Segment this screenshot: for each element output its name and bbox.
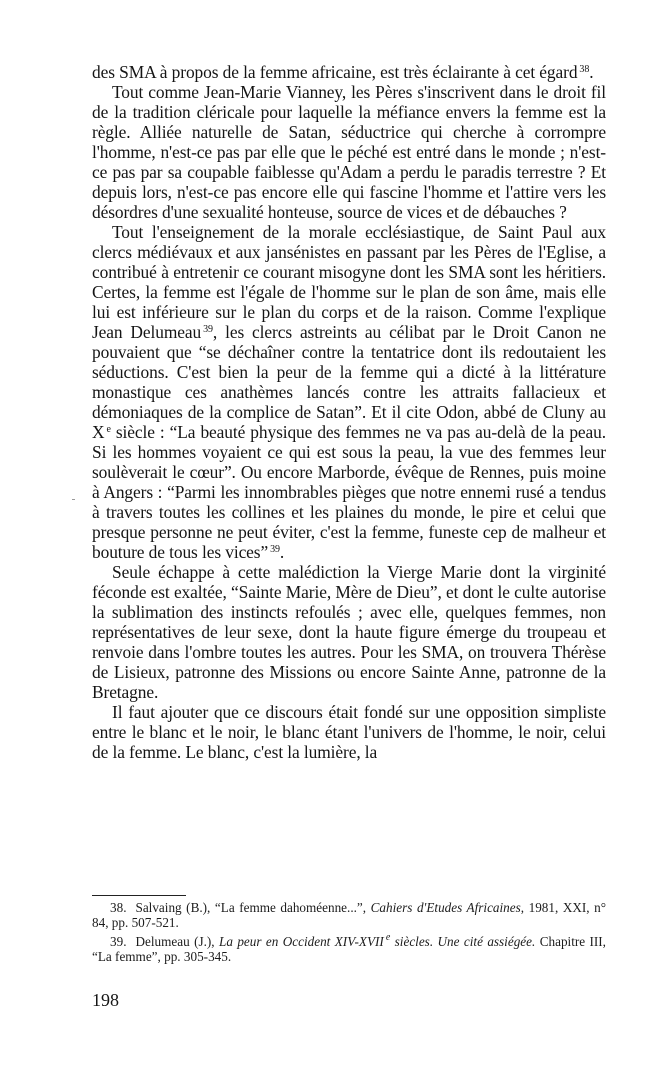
century-superscript: e: [385, 932, 391, 943]
text-run: .: [589, 62, 594, 82]
text-run: siècle : “La beauté physique des femmes ne va pas au-delà de la peau. Si les hommes voyaient ce qui est sous la peau, la vue des femmes leur soulèverait le cœur”. Ou encore Marborde, évêque de Rennes, puis moine à Angers : “Parmi les innombrables pièges que notre ennemi rusé a tendus à travers toutes les collines et les plaines du monde, le pire et celui que presque personne ne peut éviter, c'est la femme, funeste cep de malheur et bouture de tous les vices”: [92, 422, 606, 562]
text-run: .: [279, 542, 285, 562]
footnote-38: [92, 900, 606, 930]
footnote-ref-38[interactable]: 38: [579, 64, 590, 75]
paragraph: [92, 702, 606, 762]
text-run: , 1981, XXI, n° 84, pp. 507-521.: [92, 900, 606, 930]
paragraph: [92, 62, 606, 82]
text-run: Tout l'enseignement de la morale ecclésiastique, de Saint Paul aux clercs médiévaux et aux jansénistes en passant par les Pères de l'Eglise, a contribué à entretenir ce courant misogyne dont les SMA sont les héritiers. Certes, la femme est l'égale de l'homme sur le plan de son âme, mais elle lui est inférieure sur le plan du corps et de la raison. Comme l'explique Jean Delumeau: [92, 222, 606, 342]
footnotes: [92, 900, 606, 968]
text-run: Il faut ajouter que ce discours était fondé sur une opposition simpliste entre le blanc et le noir, le blanc étant l'univers de l'homme, le noir, celui de la femme. Le blanc, c'est la lumière, la: [92, 702, 606, 762]
text-run: Seule échappe à cette malédiction la Vierge Marie dont la virginité féconde est exaltée, “Sainte Marie, Mère de Dieu”, et dont le culte autorise la sublimation des instincts refoulés ; avec elle, quelques femmes, non représentatives de leur sexe, dont la haute figure émerge du troupeau et renvoie dans l'ombre toutes les autres. Pour les SMA, on trouvera Thérèse de Lisieux, patronne des Missions ou encore Sainte Anne, patronne de la Bretagne.: [92, 562, 606, 702]
text-run: Tout comme Jean-Marie Vianney, les Pères s'inscrivent dans le droit fil de la tradition cléricale pour laquelle la méfiance envers la femme est la règle. Alliée naturelle de Satan, séductrice qui cherche à corrompre l'homme, n'est-ce pas par elle que le péché est entré dans le monde ; n'est-ce pas par sa coupable faiblesse qu'Adam a perdu le paradis terrestre ? Et depuis lors, n'est-ce pas encore elle qui fascine l'homme et l'attire vers les désordres d'une sexualité honteuse, source de vices et de débauches ?: [92, 82, 606, 222]
paragraph: [92, 222, 606, 562]
paragraph: [92, 82, 606, 222]
century-superscript: e: [106, 424, 111, 435]
body-text: [92, 62, 606, 762]
page-number: 198: [92, 990, 119, 1010]
footnote-divider: [92, 895, 186, 896]
footnote-ref-39[interactable]: 39: [270, 544, 280, 555]
text-run: Delumeau (J.),: [135, 934, 219, 949]
paragraph: [92, 562, 606, 702]
footnote-ref-39[interactable]: 39: [203, 324, 213, 335]
footnote-number: 38.: [110, 900, 127, 915]
book-title: La peur en Occident XIV-XVII: [219, 934, 384, 949]
book-title: siècles. Une cité assiégée.: [390, 934, 536, 949]
journal-title: Cahiers d'Etudes Africaines: [370, 900, 521, 915]
text-run: Chapitre III, “La femme”, pp. 305-345.: [92, 934, 606, 964]
footnote-39: [92, 934, 606, 964]
scan-speck: [72, 499, 75, 500]
footnote-number: 39.: [110, 934, 127, 949]
text-run: , les clercs astreints au célibat par le Droit Canon ne pouvaient que “se déchaîner contre la tentatrice dont ils redoutaient les séductions. C'est bien la peur de la femme qui a dicté à la littérature monastique ces anathèmes lancés contre les attraits fallacieux et démoniaques de la complice de Satan”. Et il cite Odon, abbé de Cluny au X: [92, 322, 606, 442]
text-run: Salvaing (B.), “La femme dahoméenne...”,: [135, 900, 371, 915]
text-run: des SMA à propos de la femme africaine, est très éclairante à cet égard: [92, 62, 578, 82]
